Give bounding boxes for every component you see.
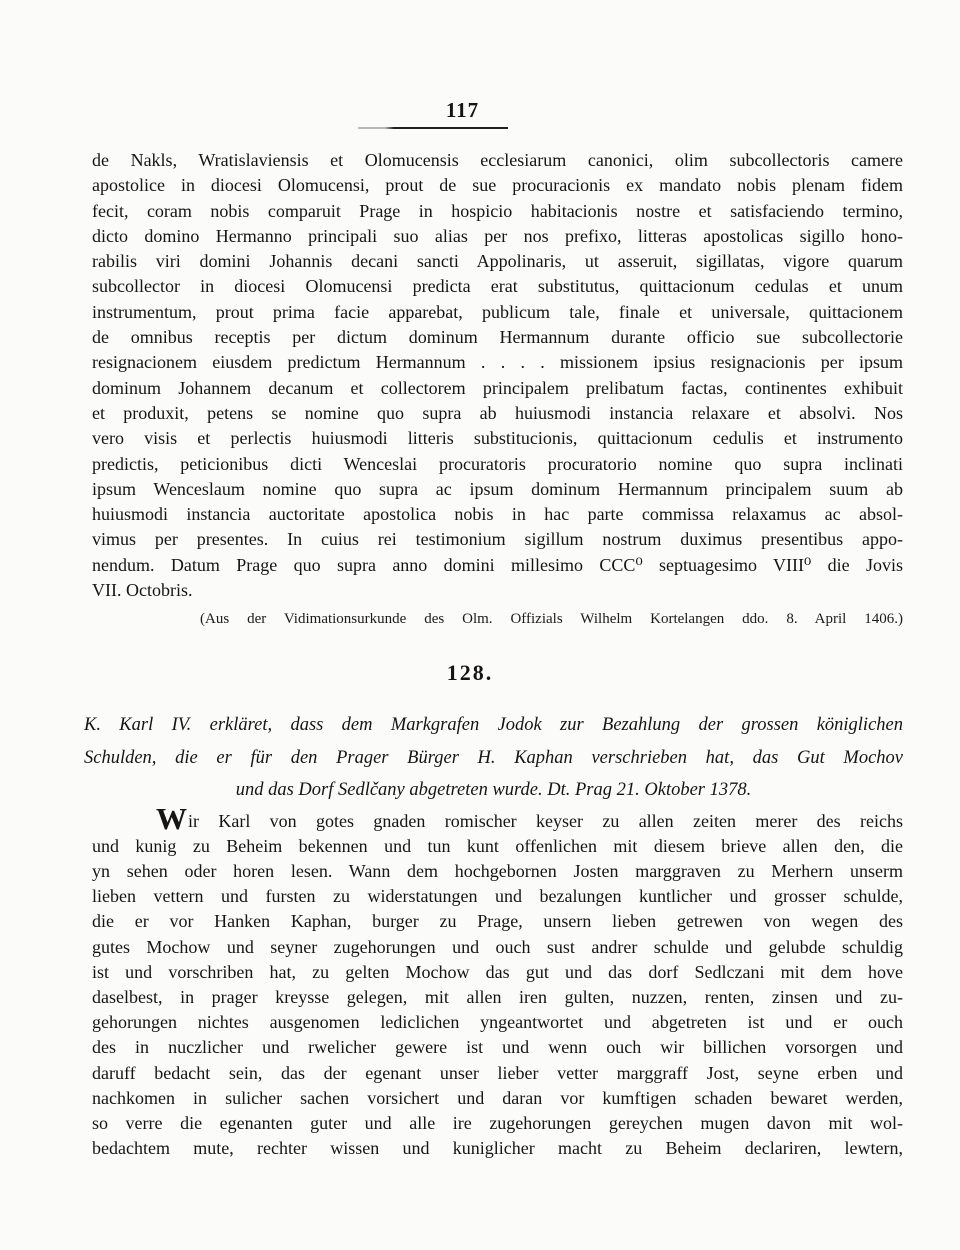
text-line: predictis, peticionibus dicti Wenceslai procuratoris procuratorio nomine quo supra inclinati	[92, 453, 903, 474]
text-line: instrumentum, prout prima facie apparebat, publicum tale, finale et universale, quittacionem	[92, 301, 903, 322]
text-line: nendum. Datum Prage quo supra anno domini millesimo CCC⁰ septuagesimo VIII⁰ die Jovis	[92, 554, 903, 575]
text-line: resignacionem eiusdem predictum Hermannum . . . . missionem ipsius resignacionis per ipsum	[92, 352, 903, 373]
body-line: nachkomen in sulicher sachen vorsichert und daran vor kumftigen schaden bewaret werden,	[92, 1087, 903, 1108]
text-line: apostolice in diocesi Olomucensi, prout de sue procuracionis ex mandato nobis plenam fidem	[92, 175, 903, 196]
body-line: daselbest, in prager kreysse gelegen, mit allen iren gulten, nuzzen, renten, zinsen und zu-	[92, 986, 903, 1007]
body-line: ist und vorschriben hat, zu gelten Mochow das gut und das dorf Sedlczani mit dem hove	[92, 961, 903, 982]
text-line: et produxit, petens se nomine quo supra ab huiusmodi instancia relaxare et absolvi. Nos	[92, 402, 903, 423]
body-line-text: ir Karl von gotes gnaden romischer keyser zu allen zeiten merer des reichs	[188, 810, 903, 831]
source-citation: (Aus der Vidimationsurkunde des Olm. Offizials Wilhelm Kortelangen ddo. 8. April 1406.)	[200, 611, 903, 628]
body-line: so verre die egenanten guter und alle ire zugehorungen gereychen mugen davon mit wol-	[92, 1113, 903, 1133]
text-line: VII. Octobris.	[92, 580, 193, 601]
body-line: lieben vettern und fursten zu widerstatungen und bezalungen kuntlicher und grosser schulde,	[92, 886, 903, 907]
summary-line: K. Karl IV. erkläret, dass dem Markgrafen Jodok zur Bezahlung der grossen königlichen	[84, 715, 903, 736]
summary-line: und das Dorf Sedlčany abgetreten wurde. Dt. Prag 21. Oktober 1378.	[235, 780, 752, 801]
text-line: fecit, coram nobis comparuit Prage in hospicio habitacionis nostre et satisfaciendo termino,	[92, 200, 903, 221]
summary-line: Schulden, die er für den Prager Bürger H. Kaphan verschrieben hat, das Gut Mochov	[84, 747, 903, 768]
body-line: daruff bedacht sein, das der egenant unser lieber vetter marggraff Jost, seyne erben und	[92, 1062, 903, 1083]
document-127-text	[92, 148, 903, 603]
text-line: dicto domino Hermanno principali suo alias per nos prefixo, litteras apostolicas sigillo hono-	[92, 225, 903, 246]
entry-summary	[84, 709, 903, 806]
body-line: yn sehen oder horen lesen. Wann dem hochgebornen Josten marggraven zu Merhern unserm	[92, 860, 903, 881]
body-line: und kunig zu Beheim bekennen und tun kunt offenlichen mit diesem brieve allen den, die	[92, 835, 903, 856]
page-number: 117	[445, 98, 480, 122]
body-line: gutes Mochow und seyner zugehorungen und ouch sust andrer schulde und gelubde schuldig	[92, 936, 903, 957]
entry-number-heading: 128.	[446, 660, 494, 686]
text-line: vimus per presentes. In cuius rei testimonium sigillum nostrum duximus presentibus appo-	[92, 529, 903, 550]
page-number-rule	[358, 127, 508, 129]
body-line	[92, 800, 903, 836]
text-line: subcollector in diocesi Olomucensi predicta erat substitutus, quittacionum cedulas et unum	[92, 276, 903, 297]
text-line: de Nakls, Wratislaviensis et Olomucensis ecclesiarum canonici, olim subcollectoris camere	[92, 150, 903, 170]
text-line: de omnibus receptis per dictum dominum Hermannum durante officio sue subcollectorie	[92, 327, 903, 348]
body-line: des in nuczlicher und rwelicher gewere ist und wenn ouch wir billichen vorsorgen und	[92, 1037, 903, 1058]
body-line: gehorungen nichtes ausgenomen lediclichen yngeantwortet und abgetreten ist und er ouch	[92, 1012, 903, 1033]
text-line: dominum Johannem decanum et collectorem principalem prelibatum factas, continentes exhibuit	[92, 377, 903, 398]
text-line: vero visis et perlectis huiusmodi litteris substitucionis, quittacionum cedulis et instrumento	[92, 428, 903, 449]
entry-body-text	[92, 800, 903, 1162]
body-line: die er vor Hanken Kaphan, burger zu Prage, unsern lieben getrewen von wegen des	[92, 911, 903, 932]
body-line: bedachtem mute, rechter wissen und kuniglicher macht zu Beheim declariren, lewtern,	[92, 1138, 903, 1159]
book-page	[84, 0, 903, 1161]
text-line: rabilis viri domini Johannis decani sancti Appolinaris, ut asseruit, sigillatas, vigore quarum	[92, 251, 903, 272]
text-line: ipsum Wenceslaum nomine quo supra ac ipsum dominum Hermannum principalem suum ab	[92, 478, 903, 499]
initial-capital-w: W	[156, 800, 188, 836]
text-line: huiusmodi instancia auctoritate apostolica nobis in hac parte commissa relaxamus ac absol-	[92, 504, 903, 525]
